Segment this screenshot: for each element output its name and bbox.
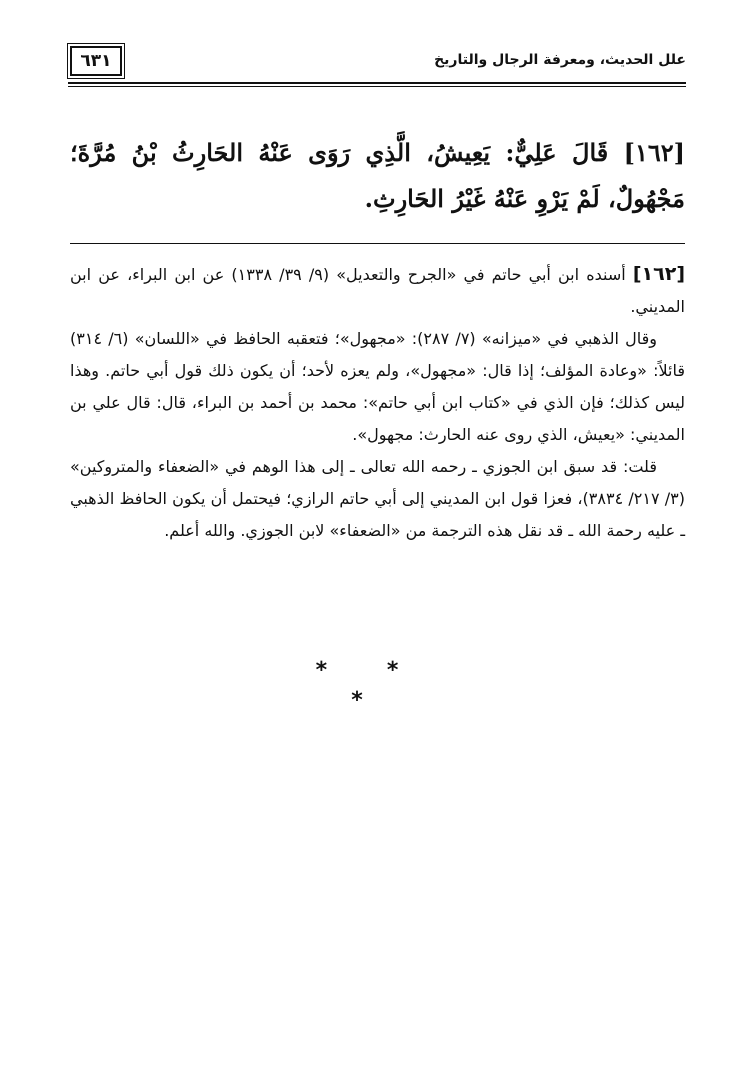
commentary-text-1: أسنده ابن أبي حاتم في «الجرح والتعديل» (٩/ ٣٩/ ١٣٣٨) عن ابن البراء، عن ابن المديني. bbox=[70, 265, 685, 316]
page-number: ٦٣١ bbox=[70, 46, 122, 76]
commentary-paragraph bbox=[70, 258, 685, 323]
footnote-separator bbox=[70, 243, 685, 244]
section-ornament: * * * bbox=[315, 658, 425, 713]
running-title: علل الحديث، ومعرفة الرجال والتاريخ bbox=[434, 52, 686, 68]
commentary-number: [١٦٢] bbox=[632, 263, 685, 285]
commentary-paragraph: قلت: قد سبق ابن الجوزي ـ رحمه الله تعالى ـ إلى هذا الوهم في «الضعفاء والمتروكين» (٣/ ٢١٧/ ٣٨٣٤)، فعزا قول ابن المديني إلى أبي حاتم الرازي؛ فيحتمل أن يكون الحافظ الذهبي ـ عليه رحمة الله ـ قد نقل هذه الترجمة من «الضعفاء» لابن الجوزي. والله أعلم. bbox=[70, 457, 686, 540]
running-header bbox=[68, 42, 686, 86]
header-rule bbox=[68, 82, 686, 84]
main-text-block bbox=[70, 130, 685, 222]
main-entry-text: قَالَ عَلِيٌّ: يَعِيشُ، الَّذِي رَوَى عَنْهُ الحَارِثُ بْنُ مُرَّةَ؛ مَجْهُولٌ، لَمْ يَرْوِ عَنْهُ غَيْرُ الحَارِثِ. bbox=[70, 138, 685, 213]
main-entry-number: [١٦٢] bbox=[623, 138, 686, 167]
header-rule-thin bbox=[68, 86, 686, 87]
commentary-block bbox=[70, 258, 685, 547]
commentary-paragraph: وقال الذهبي في «ميزانه» (٧/ ٢٨٧): «مجهول»؛ فتعقبه الحافظ في «اللسان» (٦/ ٣١٤) قائلاً: «وعادة المؤلف؛ إذا قال: «مجهول»، ولم يعزه لأحد؛ أن يكون ذلك قول أبي حاتم. وهذا ليس كذلك؛ فإن الذي في «كتاب ابن أبي حاتم»: محمد بن أحمد بن البراء، قال: قال علي بن المديني: «يعيش، الذي روى عنه الحارث: مجهول». bbox=[70, 329, 685, 444]
